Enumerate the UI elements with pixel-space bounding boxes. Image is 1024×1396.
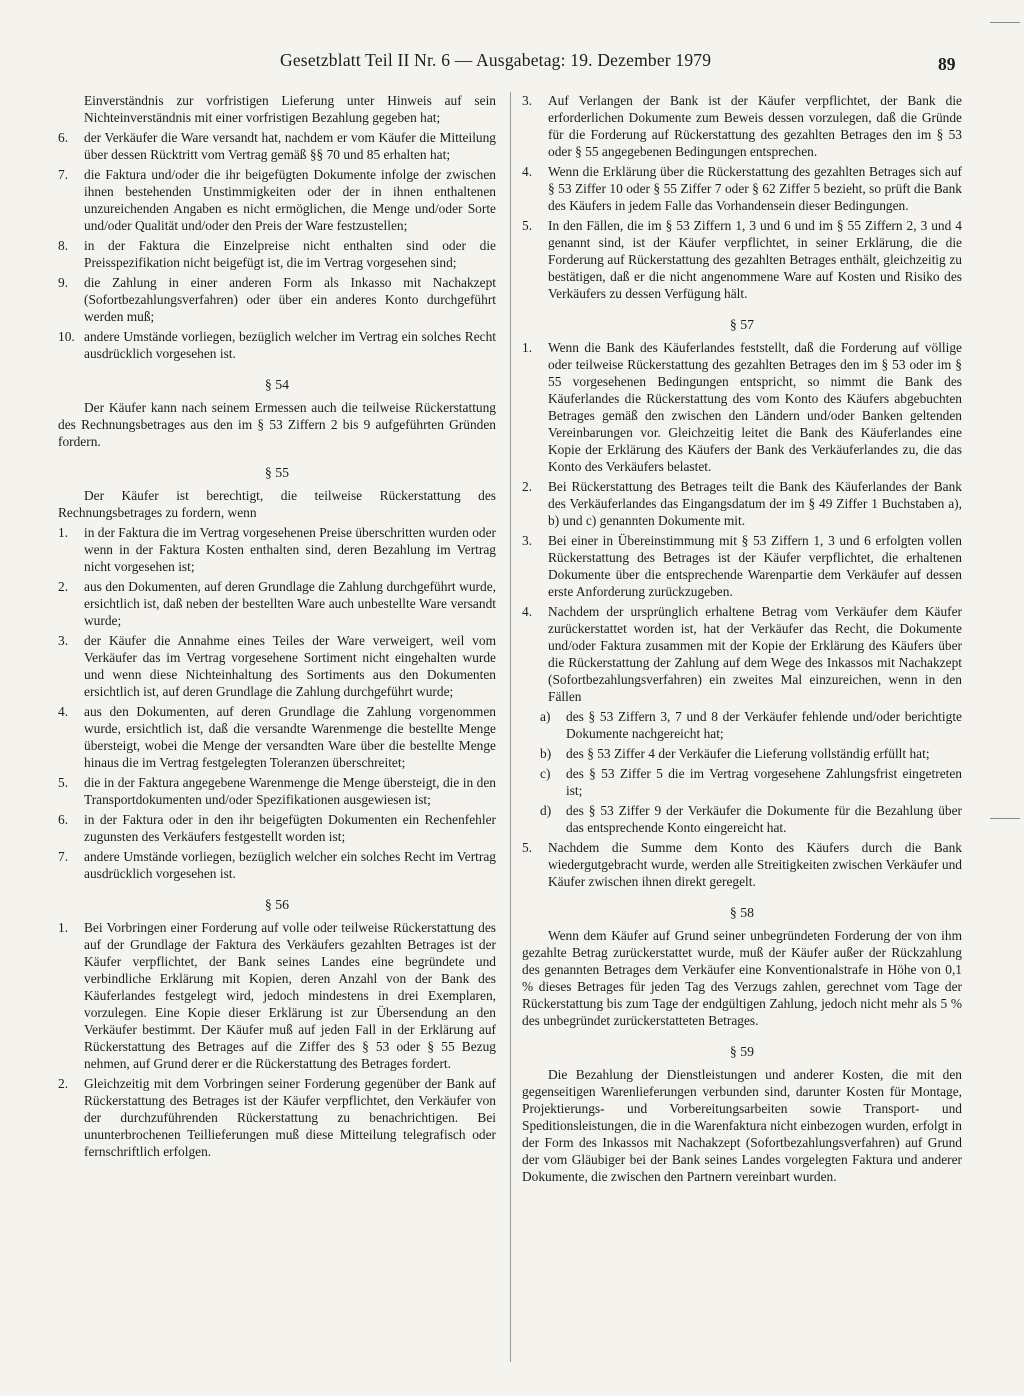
paragraph: Der Käufer ist berechtigt, die teilweise Rückerstattung des Rechnungsbetrages zu fordern, wenn <box>58 488 496 520</box>
list-item: 2. Bei Rückerstattung des Betrages teilt die Bank des Käuferlandes der Bank des Verkäuferlandes das Eingangsdatum der im § 49 Ziffer 1 Buchstaben a), b) und c) genannten Dokumente mit. <box>522 479 962 528</box>
list-item: 2. Gleichzeitig mit dem Vorbringen seiner Forderung gegenüber der Bank auf Rückerstattung des Betrages ist der Käufer verpflichtet, den Verkäufer von der durchzuführenden Rückerstattung zu benachrichtigen. Bei ununterbrochenen Teillieferungen muß diese Mitteilung telegrafisch oder fernschriftlich erfolgen. <box>58 1076 496 1159</box>
sub-list-item: c) des § 53 Ziffer 5 die im Vertrag vorgesehene Zahlungsfrist eingetreten ist; <box>540 766 962 798</box>
list-item: 5. In den Fällen, die im § 53 Ziffern 1, 3 und 6 und im § 55 Ziffern 2, 3 und 4 genannt sind, ist der Käufer verpflichtet, in seiner Erklärung, die die Forderung auf Rückerstattung des gezahlten Betrages enthält, gleichzeitig zu bestätigen, daß er die nicht angenommene Ware auf Kosten und Risiko des Verkäufers zu dessen Verfügung hält. <box>522 218 962 301</box>
list-item: 3. der Käufer die Annahme eines Teiles der Ware verweigert, weil vom Verkäufer das im Vertrag vorgesehene Sortiment nicht eingehalten wurde und wenn diese Nichteinhaltung des Sortiments aus den Dokumenten ersichtlich ist, auf deren Grundlage die Zahlung durchgeführt wurde; <box>58 633 496 699</box>
section-heading-57: § 57 <box>729 317 755 332</box>
section-heading-58: § 58 <box>729 905 755 920</box>
list-item: 4. aus den Dokumenten, auf deren Grundlage die Zahlung vorgenommen wurde, ersichtlich ist, daß die versandte Warenmenge die bestellte Menge übersteigt, wobei die Menge der versandten Ware über die bestellte Menge hinaus die im Vertrag festgelegten Toleranzen überschreitet; <box>58 704 496 770</box>
list-item: 7. andere Umstände vorliegen, bezüglich welcher ein solches Recht im Vertrag ausdrücklich vorgesehen ist. <box>58 849 496 881</box>
list-item: 5. Nachdem die Summe dem Konto des Käufers durch die Bank wiedergutgebracht wurde, werden alle Streitigkeiten zwischen Verkäufer und Käufer zwischen ihnen direkt geregelt. <box>522 840 962 889</box>
list-item: 10. andere Umstände vorliegen, bezüglich welcher im Vertrag ein solches Recht ausdrücklich vorgesehen ist. <box>58 329 496 361</box>
section-heading-54: § 54 <box>264 377 290 392</box>
paragraph: Der Käufer kann nach seinem Ermessen auch die teilweise Rückerstattung des Rechnungsbetrages aus den im § 53 Ziffern 2 bis 9 aufgeführten Gründen fordern. <box>58 400 496 449</box>
list-item: 1. Bei Vorbringen einer Forderung auf volle oder teilweise Rückerstattung des auf der Grundlage der Faktura des Verkäufers gezahlten Betrages ist der Käufer verpflichtet, der Bank seines Landes eine begründete und verbindliche Erklärung mit Kopien, deren Anzahl von der Bank des Käuferlandes festgelegt wird, jedoch mindestens in drei Exemplaren, vorzulegen. Eine Kopie dieser Erklärung ist zur Übersendung an den Verkäufer bestimmt. Der Käufer muß auf jeden Fall in der Erklärung auf Rückerstattung des Betrages auf die Ziffer des § 53 oder § 55 Bezug nehmen, auf Grund derer er die Rückerstattung des Betrages fordert. <box>58 920 496 1071</box>
section-heading-56: § 56 <box>264 897 290 912</box>
list-item: 7. die Faktura und/oder die ihr beigefügten Dokumente infolge der zwischen ihnen bestehenden Unstimmigkeiten oder der in ihnen enthaltenen unzureichenden Angaben es nicht ermöglichen, die Menge und/oder Sorte und/oder Qualität und/oder den Preis der Ware festzustellen; <box>58 167 496 233</box>
page-number: 89 <box>938 54 956 74</box>
list-item: 8. in der Faktura die Einzelpreise nicht enthalten sind oder die Preisspezifikation nicht beigefügt ist, die im Vertrag vorgesehen sind; <box>58 238 496 270</box>
section-heading-59: § 59 <box>729 1044 755 1059</box>
sub-list-item: a) des § 53 Ziffern 3, 7 und 8 der Verkäufer fehlende und/oder berichtigte Dokumente nachgereicht hat; <box>540 709 962 741</box>
scan-edge-mark <box>990 22 1020 23</box>
sub-list-item: d) des § 53 Ziffer 9 der Verkäufer die Dokumente für die Bezahlung über das entsprechende Konto eingereicht hat. <box>540 803 962 835</box>
list-item: 6. der Verkäufer die Ware versandt hat, nachdem er vom Käufer die Mitteilung über dessen Rücktritt vom Vertrag gemäß §§ 70 und 85 erhalten hat; <box>58 130 496 162</box>
list-item: 3. Bei einer in Übereinstimmung mit § 53 Ziffern 1, 3 und 6 erfolgten vollen Rückerstattung des Betrages ist der Käufer verpflichtet, die erhaltenen Dokumente über die entsprechende Warenpartie dem Verkäufer auf dessen erste Anforderung zurückzugeben. <box>522 533 962 599</box>
scan-edge-mark <box>990 818 1020 819</box>
list-item: 3. Auf Verlangen der Bank ist der Käufer verpflichtet, der Bank die erforderlichen Dokumente zum Beweis dessen vorzulegen, daß die Gründe für die Forderung auf Rückerstattung des gezahlten Betrages den im § 53 oder § 55 angegebenen Bedingungen entsprechen. <box>522 93 962 159</box>
left-column <box>58 92 496 1163</box>
column-divider <box>510 92 511 1362</box>
section-heading-55: § 55 <box>264 465 290 480</box>
list-item: 1. Wenn die Bank des Käuferlandes feststellt, daß die Forderung auf völlige oder teilweise Rückerstattung des gezahlten Betrages den im § 53 oder im § 55 vorgesehenen Bedingungen entspricht, so nimmt die Bank des Käuferlandes die Rückerstattung des vom Konto des Käufers abgebuchten Betrages gemäß den zwischen den Ländern und/oder Banken geltenden Vereinbarungen vor. Gleichzeitig leitet die Bank des Käuferlandes eine Kopie der Erklärung des Käufers der Bank des Verkäuferlandes zu, die das Konto des Verkäufers belastet. <box>522 340 962 474</box>
list-item: 6. in der Faktura oder in den ihr beigefügten Dokumenten ein Rechenfehler zugunsten des Verkäufers festgestellt worden ist; <box>58 812 496 844</box>
sub-list-item: b) des § 53 Ziffer 4 der Verkäufer die Lieferung vollständig erfüllt hat; <box>540 746 930 761</box>
list-item: 2. aus den Dokumenten, auf deren Grundlage die Zahlung durchgeführt wurde, ersichtlich ist, daß neben der bestellten Ware auch unbestellte Ware versandt wurde; <box>58 579 496 628</box>
gazette-title: Gesetzblatt Teil II Nr. 6 — Ausgabetag: 19. Dezember 1979 <box>280 50 712 70</box>
list-item: 9. die Zahlung in einer anderen Form als Inkasso mit Nachakzept (Sofortbezahlungsverfahren) oder über ein anderes Konto durchgeführt werden muß; <box>58 275 496 324</box>
list-item: 1. in der Faktura die im Vertrag vorgesehenen Preise überschritten wurden oder wenn in der Faktura Kosten enthalten sind, deren Bezahlung im Vertrag nicht vorgesehen ist; <box>58 525 496 574</box>
list-item: 5. die in der Faktura angegebene Warenmenge die Menge übersteigt, die in den Transportdokumenten und/oder Spezifikationen ausgewiesen ist; <box>58 775 496 807</box>
list-item: 4. Wenn die Erklärung über die Rückerstattung des gezahlten Betrages sich auf § 53 Ziffer 10 oder § 55 Ziffer 7 oder § 62 Ziffer 5 bezieht, so prüft die Bank des Käufers in jedem Falle das Vorhandensein dieser Bedingungen. <box>522 164 962 213</box>
right-column <box>522 92 962 1188</box>
paragraph: Einverständnis zur vorfristigen Lieferung unter Hinweis auf sein Nichteinverständnis mit einer vorfristigen Bezahlung gegeben hat; <box>84 93 496 125</box>
page-header <box>0 48 1024 78</box>
paragraph: Wenn dem Käufer auf Grund seiner unbegründeten Forderung der von ihm gezahlte Betrag zurückerstattet wurde, muß der Käufer außer der Rückzahlung des genannten Betrages dem Verkäufer eine Konventionalstrafe in Höhe von 0,1 % dieses Betrages für jeden Tag des Verzugs zahlen, gerechnet vom Tage der Rückerstattung bis zum Tage der endgültigen Zahlung, jedoch nicht mehr als 5 % des unbegründet zurückerstatteten Betrages. <box>522 928 962 1028</box>
paragraph: Die Bezahlung der Dienstleistungen und anderer Kosten, die mit den gegenseitigen Warenlieferungen verbunden sind, darunter Kosten für Montage, Projektierungs- und Vorbereitungsarbeiten sowie Transport- und Speditionsleistungen, die in die Warenfaktura nicht einbezogen wurden, erfolgt in der Form des Inkassos mit Nachakzept (Sofortbezahlungsverfahren) auf Grund der vom Gläubiger bei der Bank seines Landes vorgelegten Faktura und anderer Dokumente, die zwischen den Partnern vereinbart wurden. <box>522 1067 962 1184</box>
list-item: 4. Nachdem der ursprünglich erhaltene Betrag vom Verkäufer dem Käufer zurückerstattet worden ist, hat der Verkäufer das Recht, die Dokumente und/oder Faktura zusammen mit der Kopie der Erklärung des Käufers über die Rückerstattung der Zahlung auf dem Wege des Inkassos mit Nachakzept (Sofortbezahlungsverfahren) ein zweites Mal einzureichen, wenn in den Fällen <box>522 604 962 704</box>
